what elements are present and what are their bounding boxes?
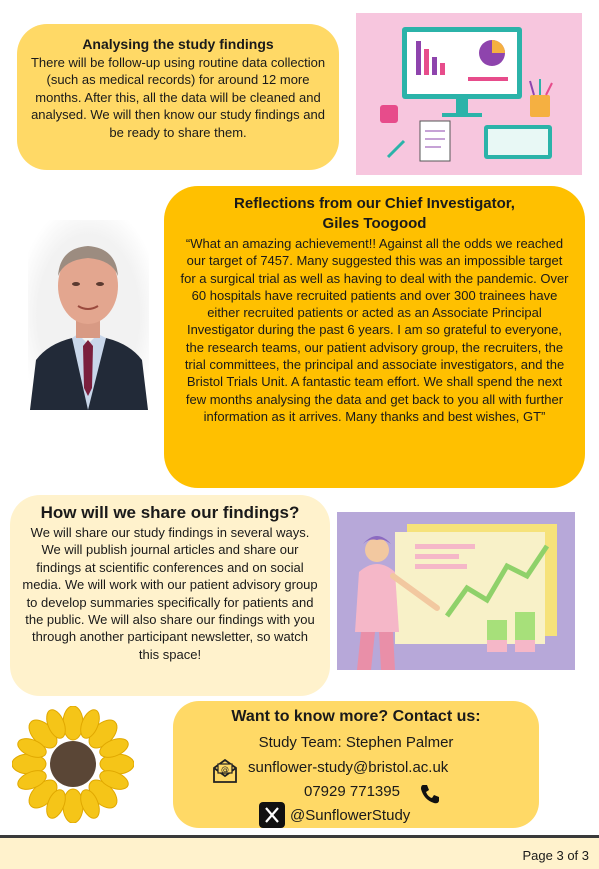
svg-text:@: @ (221, 765, 229, 774)
x-logo-icon[interactable] (259, 802, 285, 828)
reflections-quote: “What an amazing achievement!! Against all the odds we reached our target of 7457. Many suggested this was an impossible target for a surgical trial as well as having to deal with the pandemic. Over 60 hospitals have recruited patients and over 300 trainees have either recruited patients or acted as an Associate Principal Investigator during the past 6 years. I am so grateful to everyone, the research teams, our patient advisory group, the recruiters, the trial committees, the principal and associate investigators, and the Bristol Trials Unit. A fantastic team effort. We shall spend the next few months analysing the data and get back to you all with further information as it arrives. Many thanks and best wishes, GT” (180, 236, 569, 424)
study-team-text: Study Team: Stephen Palmer (258, 734, 454, 751)
phone-number[interactable]: 07929 771395 (304, 783, 400, 800)
desk-computer-illustration (356, 13, 582, 175)
share-body: We will share our study findings in several ways. We will publish journal articles and share our findings at scientific conferences and on social media. We will work with our patient advisory group to develop summaries specifically for patients and the public. We will also share our findings with you through another participant newsletter, so watch this space! (22, 525, 318, 662)
footer (0, 838, 599, 869)
contact-title: Want to know more? Contact us: (231, 708, 481, 725)
phone-icon (418, 782, 442, 806)
email-link[interactable]: sunflower-study@bristol.ac.uk (248, 759, 449, 776)
contact-box (173, 701, 539, 828)
reflections-title (180, 194, 569, 234)
analysing-title: Analysing the study findings (82, 36, 274, 52)
email-icon (211, 757, 239, 785)
page-number: Page 3 of 3 (522, 848, 589, 863)
reflections-title-line1: Reflections from our Chief Investigator, (234, 195, 515, 212)
share-title: How will we share our findings? (40, 503, 300, 522)
social-handle[interactable]: @SunflowerStudy (290, 807, 411, 824)
sunflower-logo (12, 706, 134, 823)
analysing-findings-box (17, 24, 339, 170)
share-findings-box (10, 495, 330, 696)
analysing-body: There will be follow-up using routine data collection (such as medical records) for around 12 more months. After this, all the data will be cleaned and analysed. We will then know our study findings and be ready to share them. (30, 55, 326, 140)
chief-investigator-photo (28, 220, 149, 410)
reflections-box (164, 186, 585, 488)
reflections-title-line2: Giles Toogood (322, 215, 427, 232)
presenter-chart-illustration (337, 512, 575, 670)
